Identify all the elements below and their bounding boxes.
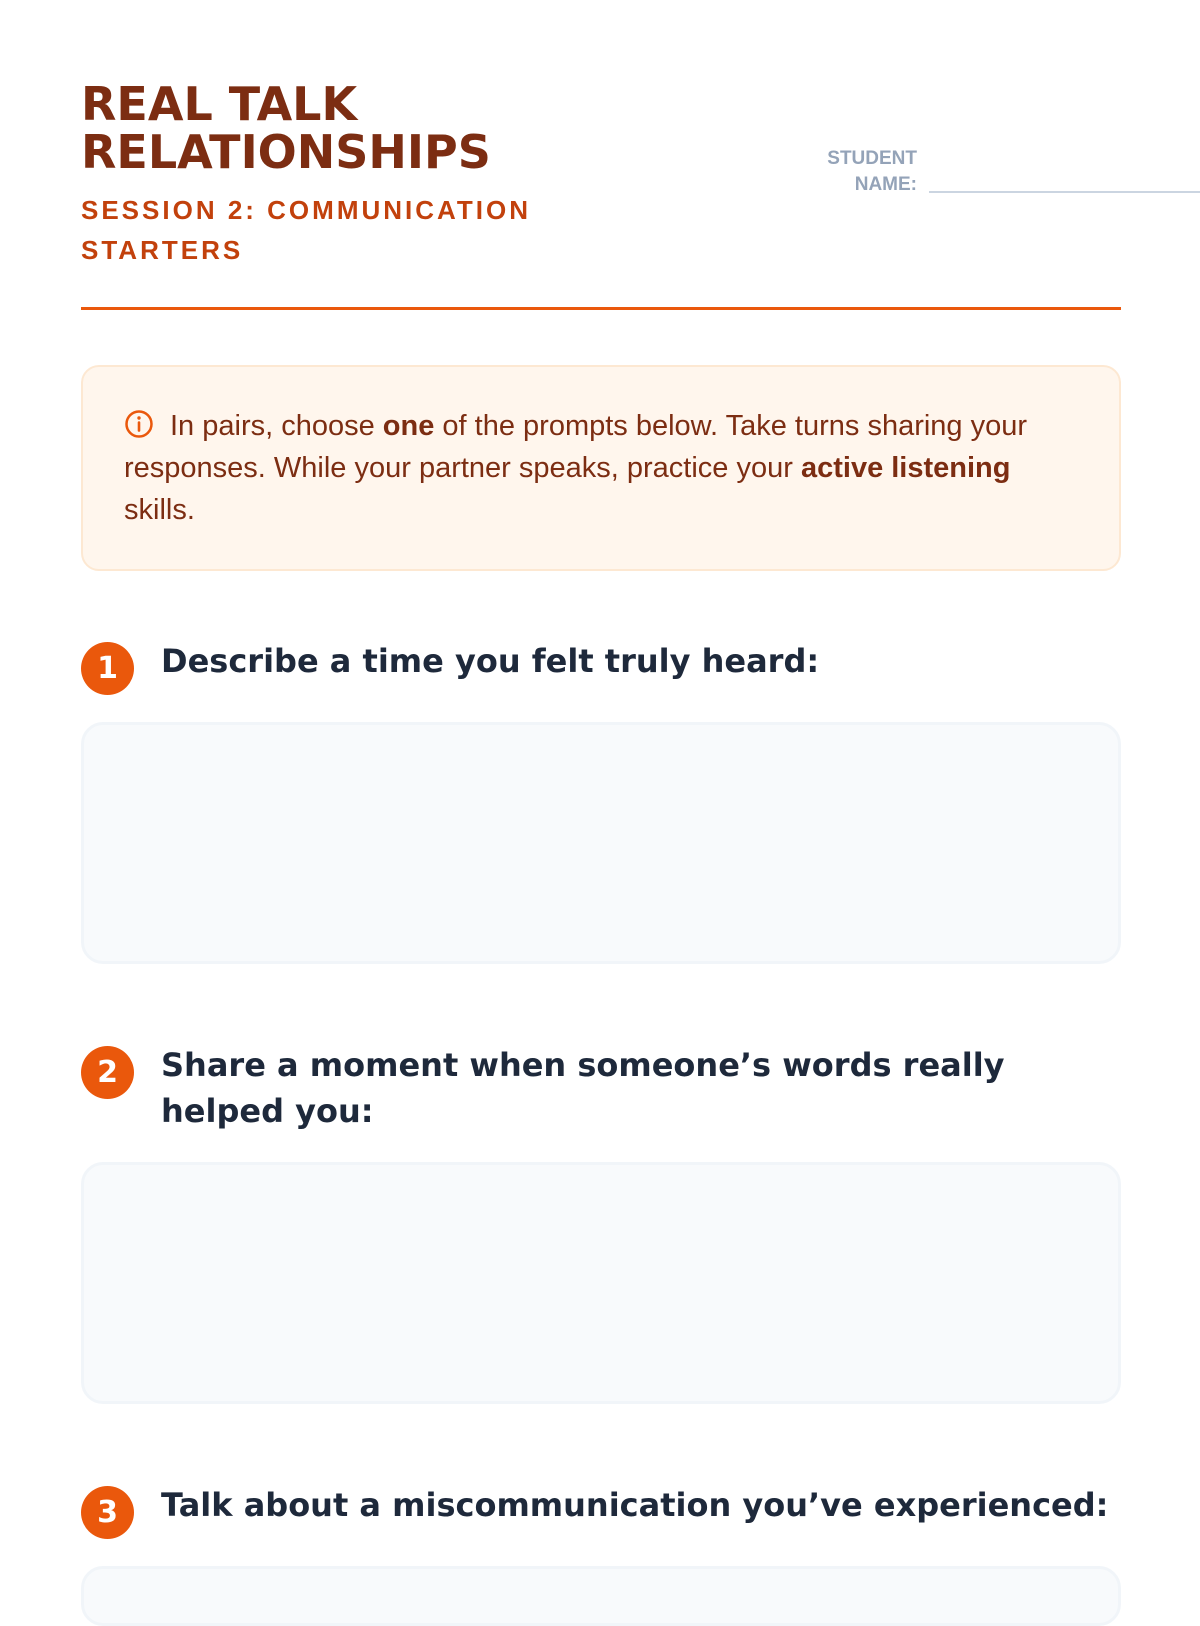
notice-text-3: skills. bbox=[124, 494, 195, 526]
worksheet-header bbox=[81, 0, 1121, 310]
title-line-1: REAL TALK bbox=[81, 77, 358, 131]
info-circle-icon bbox=[124, 409, 154, 439]
question-number-badge: 1 bbox=[81, 642, 134, 695]
notice-text-1: In pairs, choose bbox=[170, 410, 383, 442]
student-name-field bbox=[721, 146, 1121, 196]
answer-box-3[interactable] bbox=[81, 1566, 1121, 1626]
notice-bold-active-listening: active listening bbox=[800, 452, 1011, 484]
question-prompt: Describe a time you felt truly heard: bbox=[161, 642, 820, 680]
title-line-2: RELATIONSHIPS bbox=[81, 125, 491, 179]
question-prompt: Talk about a miscommunication you’ve experienced: bbox=[161, 1486, 1109, 1524]
question-number-badge: 3 bbox=[81, 1486, 134, 1539]
student-label-line-2: NAME: bbox=[854, 174, 917, 195]
question-number-badge: 2 bbox=[81, 1046, 134, 1099]
answer-box-2[interactable] bbox=[81, 1162, 1121, 1404]
worksheet-page bbox=[81, 0, 1121, 1530]
session-subtitle: SESSION 2: COMMUNICATION STARTERS bbox=[81, 195, 531, 265]
notice-bold-one: one bbox=[382, 410, 435, 442]
instructions-notice bbox=[81, 365, 1121, 571]
student-label-line-1: STUDENT bbox=[827, 148, 917, 169]
worksheet-title bbox=[81, 77, 491, 179]
header-divider bbox=[81, 307, 1121, 310]
student-name-label bbox=[721, 146, 917, 198]
student-name-input-line[interactable] bbox=[929, 191, 1200, 193]
notice-text-2: of the prompts below. Take turns sharing your responses. While your partner speaks, practice your bbox=[124, 410, 1028, 484]
answer-box-1[interactable] bbox=[81, 722, 1121, 964]
question-prompt: Share a moment when someone’s words really helped you: bbox=[161, 1046, 1005, 1130]
